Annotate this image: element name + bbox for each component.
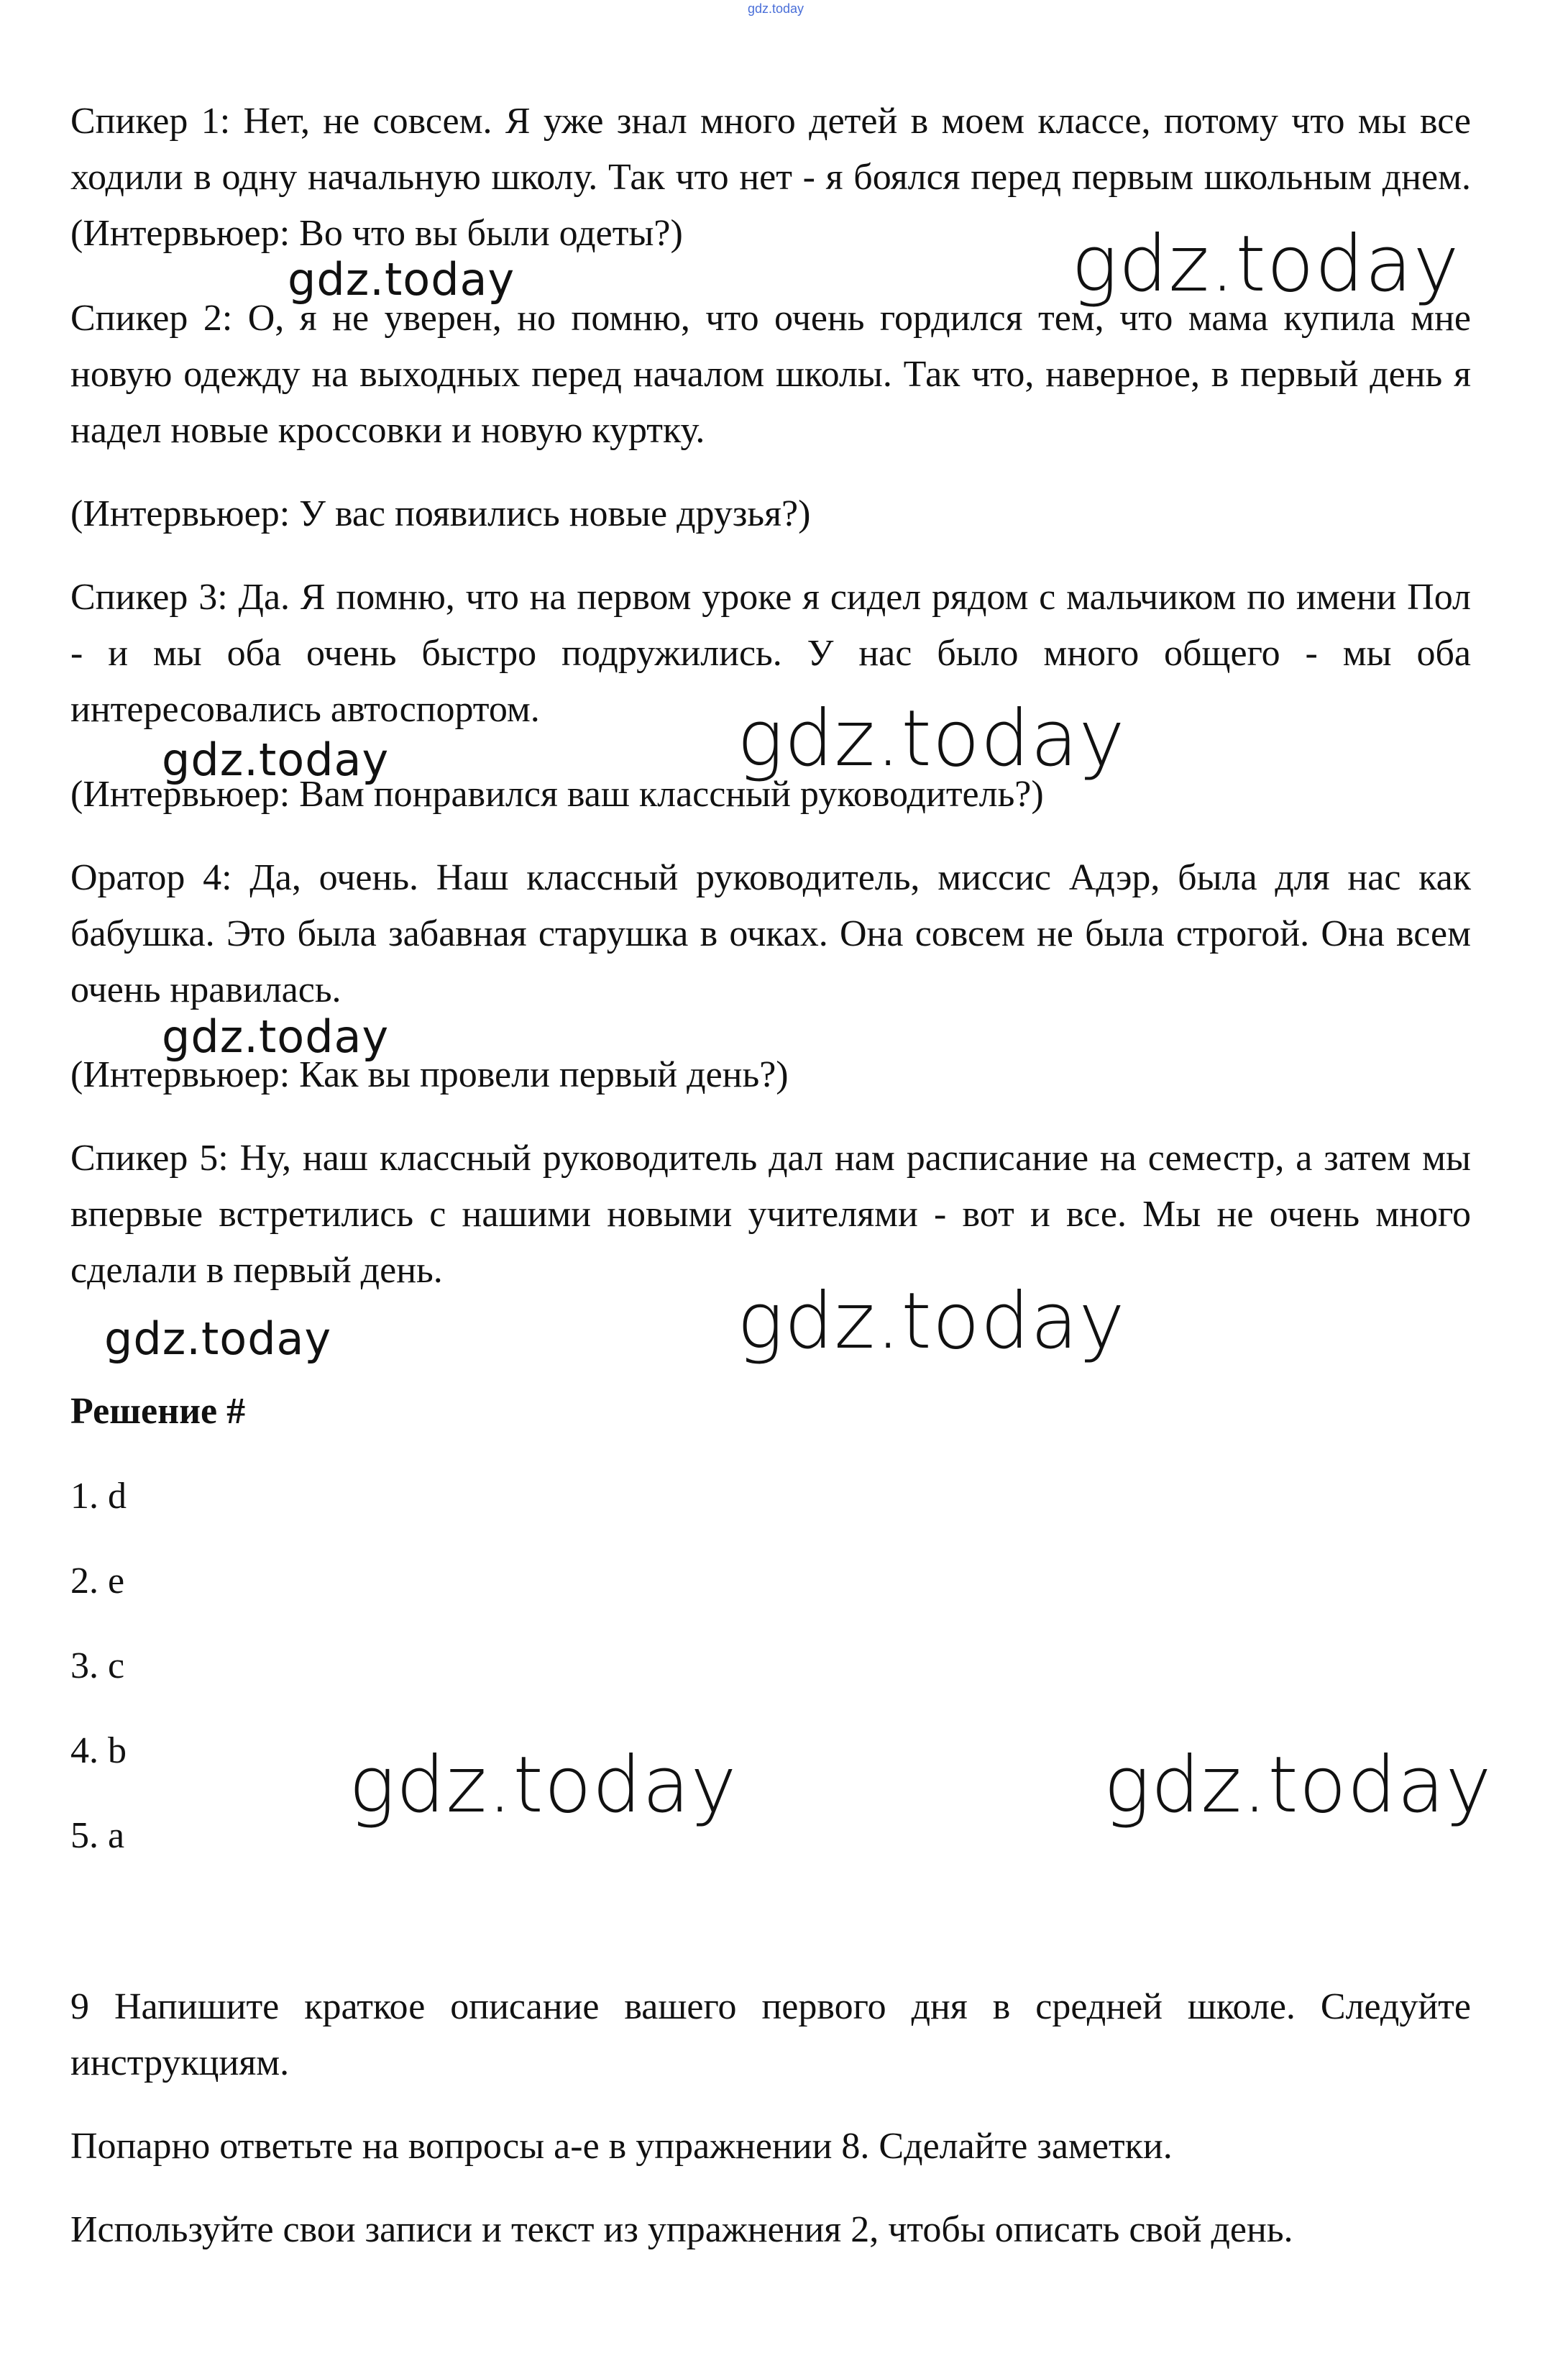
answer-item: 4. b (70, 1730, 127, 1771)
watermark: gdz.today (162, 734, 390, 786)
paragraph-speaker-4: Оратор 4: Да, очень. Наш классный руководитель, миссис Адэр, была для нас как бабушка. Это была забавная старушка в очках. Она совсем не была строгой. Она всем очень нравилась. (70, 857, 1471, 1010)
watermark: gdz.today (1104, 1740, 1493, 1830)
watermark: gdz.today (1071, 219, 1460, 309)
watermark: gdz.today (737, 1276, 1126, 1366)
solution-heading: Решение # (70, 1391, 246, 1432)
task-instruction: 9 Напишите краткое описание вашего первого дня в средней школе. Следуйте инструкциям. (70, 1986, 1471, 2083)
top-watermark: gdz.today (748, 1, 804, 16)
watermark: gdz.today (349, 1740, 738, 1830)
paragraph-speaker-2: Спикер 2: О, я не уверен, но помню, что очень гордился тем, что мама купила мне новую одежду на выходных перед началом школы. Так что, наверное, в первый день я надел новые кроссовки и новую куртку. (70, 298, 1471, 451)
watermark: gdz.today (162, 1010, 390, 1063)
paragraph-interviewer-teacher: (Интервьюер: Вам понравился ваш классный руководитель?) (70, 774, 1044, 815)
paragraph-speaker-3: Спикер 3: Да. Я помню, что на первом уроке я сидел рядом с мальчиком по имени Пол - и мы оба очень быстро подружились. У нас было много общего - мы оба интересовались автоспортом. (70, 577, 1471, 730)
task-step-describe: Используйте свои записи и текст из упражнения 2, чтобы описать свой день. (70, 2209, 1293, 2250)
answer-item: 2. e (70, 1561, 125, 1602)
paragraph-interviewer-friends: (Интервьюер: У вас появились новые друзья?) (70, 493, 811, 534)
paragraph-speaker-5: Спикер 5: Ну, наш классный руководитель дал нам расписание на семестр, а затем мы впервые встретились с нашими новыми учителями - вот и все. Мы не очень много сделали в первый день. (70, 1138, 1471, 1291)
answer-item: 5. a (70, 1815, 125, 1856)
watermark: gdz.today (737, 694, 1126, 784)
answer-item: 3. c (70, 1645, 125, 1686)
paragraph-interviewer-first-day: (Интервьюер: Как вы провели первый день?) (70, 1054, 789, 1095)
paragraph-speaker-1: Спикер 1: Нет, не совсем. Я уже знал много детей в моем классе, потому что мы все ходили в одну начальную школу. Так что нет - я боялся перед первым школьным днем. (Интервьюер: Во что вы были одеты?) (70, 101, 1471, 254)
task-step-notes: Попарно ответьте на вопросы a-e в упражнении 8. Сделайте заметки. (70, 2126, 1173, 2167)
document-content (70, 93, 1471, 2285)
watermark: gdz.today (288, 253, 515, 306)
watermark: gdz.today (104, 1312, 332, 1365)
answer-item: 1. d (70, 1476, 127, 1517)
